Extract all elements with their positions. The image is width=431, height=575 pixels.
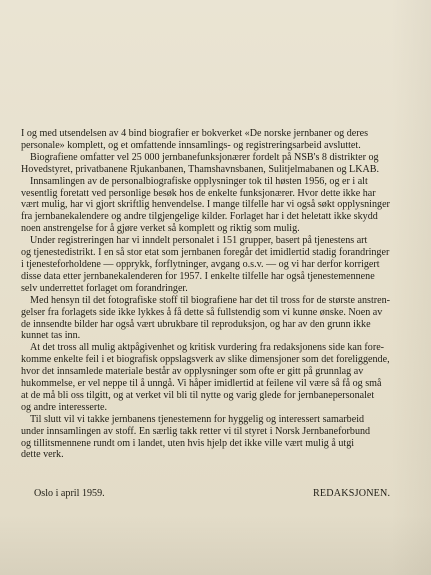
text-line: personale» komplett, og et omfattende innsamlings- og registreringsarbeid avsluttet. (21, 139, 361, 151)
text-line: og tillitsmennene rundt om i landet, uten hvis hjelp det ikke ville vært mulig å utgi (21, 437, 355, 449)
text-line: dette verk. (21, 449, 64, 461)
text-line: vært mulig, har vi gjort skriftlig henvendelse. I mange tilfelle har vi også søkt opplysninger (21, 199, 390, 211)
text-line: disse data etter jernbanekalenderen for 1957. I enkelte tilfelle har også tjenestemennene (21, 270, 375, 282)
text-line: vesentlig foretatt ved personlige besøk hos de enkelte funksjonærer. Hvor dette ikke har (21, 187, 376, 199)
text-line: hvor det innsamlede materiale består av opplysninger som ofte er gitt på grunnlag av (21, 366, 364, 378)
text-line: fra jernbanekalendere og andre tilgjengelige kilder. Forlaget har i det heletatt ikke skydd (21, 211, 378, 223)
text-line: og andre interesserte. (21, 401, 108, 413)
place-and-date: Oslo i april 1959. (34, 488, 105, 499)
text-line: i tjenesteforholdene — opprykk, forflytninger, avgang o.s.v. — og vi har derfor korrigert (21, 258, 380, 270)
text-line: noen anstrengelse for å gjøre verket så komplett og riktig som mulig. (21, 223, 300, 235)
text-line: Biografiene omfatter vel 25 000 jernbanefunksjonærer fordelt på NSB's 8 distrikter og (30, 151, 379, 163)
preface-paragraph-6 (21, 342, 415, 413)
preface-text (21, 128, 415, 461)
text-line: selv underrettet forlaget om forandringer. (21, 282, 188, 294)
text-line: at de må bli oss tilgitt, og at verket vil bli til nytte og varig glede for jernbanepersonalet (21, 389, 375, 401)
text-line: I og med utsendelsen av 4 bind biografier er bokverket «De norske jernbaner og deres (21, 128, 368, 139)
text-line: Med hensyn til det fotografiske stoff til biografiene har det til tross for de største anstren- (30, 294, 391, 306)
preface-paragraph-4 (21, 235, 415, 295)
page-shadow-bottom (0, 515, 431, 575)
text-line: Innsamlingen av de personalbiografiske opplysninger tok til høsten 1956, og er i alt (30, 175, 368, 187)
signature: REDAKSJONEN. (313, 488, 391, 499)
text-line: de innsendte bilder har også vært ubrukbare til reproduksjon, og har av den grunn ikke (21, 318, 371, 330)
preface-paragraph-3 (21, 176, 415, 236)
text-line: gelser fra forlagets side ikke lykkes å få dette så fullstendig som vi kunne ønske. Noen av (21, 306, 383, 318)
preface-paragraph-7 (21, 414, 415, 462)
text-line: kunnet tas inn. (21, 330, 81, 342)
text-line: At det tross all mulig aktpågivenhet og kritisk vurdering fra redaksjonens side kan fore- (30, 342, 385, 354)
text-line: Hovedstyret, privatbanene Rjukanbanen, Thamshavnsbanen, Sulitjelmabanen og LKAB. (21, 163, 380, 175)
preface-paragraph-2 (21, 152, 415, 176)
text-line: og tjenestedistrikt. I en så stor etat som jernbanen foregår det imidlertid stadig forandringer (21, 247, 390, 259)
text-line: hukommelse, er vel neppe til å unngå. Vi håper imidlertid at feilene vil være så få og små (21, 378, 382, 390)
preface-paragraph-1 (21, 128, 415, 152)
text-line: Til slutt vil vi takke jernbanens tjenestemenn for hyggelig og interessert samarbeid (30, 413, 365, 425)
text-line: under innsamlingen av stoff. En særlig takk retter vi til styret i Norsk Jernbaneforbund (21, 425, 371, 437)
preface-paragraph-5 (21, 295, 415, 343)
text-line: Under registreringen har vi inndelt personalet i 151 grupper, basert på tjenestens art (30, 235, 368, 247)
text-line: komme enkelte feil i et biografisk oppslagsverk av slike dimensjoner som det foreliggende, (21, 354, 390, 366)
